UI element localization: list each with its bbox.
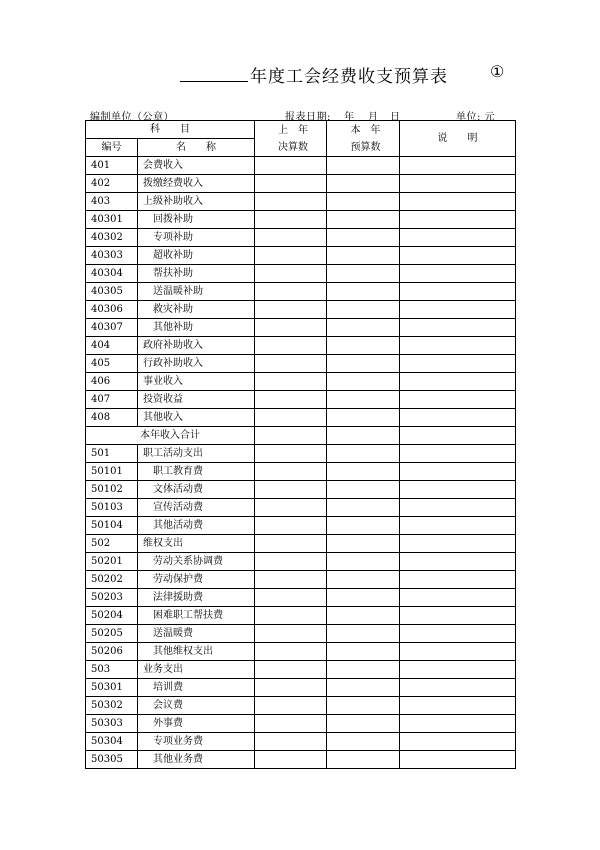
note-cell[interactable]	[400, 319, 516, 337]
row-code: 40307	[86, 319, 138, 337]
prev-year-cell[interactable]	[255, 553, 327, 571]
this-year-cell[interactable]	[327, 355, 400, 373]
this-year-cell[interactable]	[327, 607, 400, 625]
row-code: 50104	[86, 517, 138, 535]
row-name	[138, 247, 255, 265]
this-year-cell[interactable]	[327, 751, 400, 769]
note-cell[interactable]	[400, 193, 516, 211]
table-row	[86, 751, 516, 769]
this-year-line1: 本 年	[350, 124, 381, 136]
note-cell[interactable]	[400, 607, 516, 625]
prev-year-cell[interactable]	[255, 157, 327, 175]
prev-year-cell[interactable]	[255, 193, 327, 211]
this-year-cell[interactable]	[327, 517, 400, 535]
row-name	[138, 553, 255, 571]
note-cell[interactable]	[400, 751, 516, 769]
this-year-cell[interactable]	[327, 715, 400, 733]
row-code: 503	[86, 661, 138, 679]
note-cell[interactable]	[400, 589, 516, 607]
prev-year-header	[255, 121, 327, 157]
row-code: 502	[86, 535, 138, 553]
prev-year-cell[interactable]	[255, 247, 327, 265]
table-row	[86, 373, 516, 391]
row-name-text: 困难职工帮扶费	[153, 610, 223, 621]
date-month: 月	[368, 112, 379, 123]
row-name-text: 业务支出	[143, 664, 183, 675]
row-name-text: 帮扶补助	[153, 268, 193, 279]
title-row	[0, 62, 600, 86]
note-cell[interactable]	[400, 661, 516, 679]
row-name-text: 其他补助	[153, 322, 193, 333]
row-name-text: 其他活动费	[153, 520, 203, 531]
row-code: 406	[86, 373, 138, 391]
this-year-cell[interactable]	[327, 283, 400, 301]
total-this-year-cell[interactable]	[327, 427, 400, 445]
this-year-cell[interactable]	[327, 319, 400, 337]
table-row	[86, 661, 516, 679]
row-name-text: 文体活动费	[153, 484, 203, 495]
prev-year-cell[interactable]	[255, 175, 327, 193]
note-cell[interactable]	[400, 409, 516, 427]
table-row	[86, 193, 516, 211]
this-year-cell[interactable]	[327, 571, 400, 589]
date-year: 年	[344, 112, 355, 123]
prev-year-cell[interactable]	[255, 283, 327, 301]
row-code: 40301	[86, 211, 138, 229]
row-code: 50102	[86, 481, 138, 499]
row-name-text: 其他收入	[143, 412, 183, 423]
table-row	[86, 625, 516, 643]
this-year-cell[interactable]	[327, 301, 400, 319]
prev-year-cell[interactable]	[255, 517, 327, 535]
note-cell[interactable]	[400, 157, 516, 175]
row-name	[138, 409, 255, 427]
date-label: 报表日期:	[285, 112, 331, 123]
table-row	[86, 355, 516, 373]
row-name	[138, 193, 255, 211]
this-year-cell[interactable]	[327, 193, 400, 211]
row-name-text: 投资收益	[143, 394, 183, 405]
this-year-cell[interactable]	[327, 625, 400, 643]
this-year-cell[interactable]	[327, 445, 400, 463]
row-name	[138, 211, 255, 229]
table-row	[86, 301, 516, 319]
note-cell[interactable]	[400, 463, 516, 481]
row-name	[138, 697, 255, 715]
prev-year-cell[interactable]	[255, 733, 327, 751]
this-year-cell[interactable]	[327, 499, 400, 517]
prev-year-cell[interactable]	[255, 697, 327, 715]
row-code: 50205	[86, 625, 138, 643]
table-row	[86, 481, 516, 499]
this-year-cell[interactable]	[327, 589, 400, 607]
row-code: 408	[86, 409, 138, 427]
code-header: 编号	[86, 139, 138, 157]
row-name-text: 超收补助	[153, 250, 193, 261]
table-row	[86, 679, 516, 697]
row-code: 40306	[86, 301, 138, 319]
row-name	[138, 589, 255, 607]
row-name	[138, 535, 255, 553]
this-year-line2: 预算数	[350, 141, 381, 153]
total-prev-year-cell[interactable]	[255, 427, 327, 445]
this-year-cell[interactable]	[327, 409, 400, 427]
table-row	[86, 229, 516, 247]
note-cell[interactable]	[400, 571, 516, 589]
note-cell[interactable]	[400, 301, 516, 319]
prev-year-cell[interactable]	[255, 265, 327, 283]
row-name	[138, 301, 255, 319]
note-cell[interactable]	[400, 355, 516, 373]
row-name-text: 其他维权支出	[153, 646, 213, 657]
prev-year-cell[interactable]	[255, 445, 327, 463]
prev-year-cell[interactable]	[255, 337, 327, 355]
row-code: 40302	[86, 229, 138, 247]
note-cell[interactable]	[400, 625, 516, 643]
row-name-text: 会议费	[153, 700, 183, 711]
header-row-1	[86, 121, 516, 139]
table-row	[86, 535, 516, 553]
row-name	[138, 373, 255, 391]
row-name-text: 劳动保护费	[153, 574, 203, 585]
total-row	[86, 427, 516, 445]
note-cell[interactable]	[400, 643, 516, 661]
this-year-cell[interactable]	[327, 643, 400, 661]
date-day: 日	[390, 112, 401, 123]
row-name	[138, 481, 255, 499]
row-name	[138, 715, 255, 733]
note-cell[interactable]	[400, 283, 516, 301]
note-cell[interactable]	[400, 211, 516, 229]
note-cell[interactable]	[400, 175, 516, 193]
table-row	[86, 589, 516, 607]
row-code: 50303	[86, 715, 138, 733]
note-cell[interactable]	[400, 553, 516, 571]
note-cell[interactable]	[400, 247, 516, 265]
this-year-cell[interactable]	[327, 733, 400, 751]
this-year-header	[327, 121, 400, 157]
this-year-cell[interactable]	[327, 373, 400, 391]
row-name-text: 政府补助收入	[143, 340, 203, 351]
prev-year-cell[interactable]	[255, 661, 327, 679]
row-code: 50206	[86, 643, 138, 661]
row-name-text: 送温暖补助	[153, 286, 203, 297]
this-year-cell[interactable]	[327, 535, 400, 553]
row-name-text: 专项业务费	[153, 736, 203, 747]
row-name-text: 劳动关系协调费	[153, 556, 223, 567]
row-code: 40304	[86, 265, 138, 283]
row-name-text: 职工活动支出	[143, 448, 203, 459]
form-number: ①	[490, 62, 505, 81]
prev-year-cell[interactable]	[255, 319, 327, 337]
row-name	[138, 571, 255, 589]
prev-year-cell[interactable]	[255, 499, 327, 517]
table-row	[86, 157, 516, 175]
this-year-cell[interactable]	[327, 391, 400, 409]
table-row	[86, 211, 516, 229]
table-row	[86, 265, 516, 283]
prev-year-cell[interactable]	[255, 481, 327, 499]
this-year-cell[interactable]	[327, 211, 400, 229]
row-name-text: 拨缴经费收入	[143, 178, 203, 189]
row-name	[138, 625, 255, 643]
row-name-text: 宣传活动费	[153, 502, 203, 513]
table-row	[86, 283, 516, 301]
this-year-cell[interactable]	[327, 265, 400, 283]
total-label: 本年收入合计	[86, 427, 255, 445]
note-header: 说 明	[400, 121, 516, 157]
row-name	[138, 229, 255, 247]
row-code: 50305	[86, 751, 138, 769]
row-name	[138, 319, 255, 337]
note-cell[interactable]	[400, 733, 516, 751]
table-row	[86, 337, 516, 355]
prev-year-cell[interactable]	[255, 409, 327, 427]
row-name	[138, 337, 255, 355]
prev-year-cell[interactable]	[255, 211, 327, 229]
row-name	[138, 607, 255, 625]
row-code: 50101	[86, 463, 138, 481]
unit-label: 编制单位（公章）	[90, 112, 174, 123]
prev-year-cell[interactable]	[255, 607, 327, 625]
currency-label: 单位: 元	[456, 112, 496, 123]
prev-year-cell[interactable]	[255, 355, 327, 373]
row-code: 50103	[86, 499, 138, 517]
prev-year-cell[interactable]	[255, 589, 327, 607]
row-name	[138, 463, 255, 481]
row-code: 402	[86, 175, 138, 193]
table-row	[86, 391, 516, 409]
prev-year-cell[interactable]	[255, 373, 327, 391]
note-cell[interactable]	[400, 229, 516, 247]
this-year-cell[interactable]	[327, 337, 400, 355]
note-cell[interactable]	[400, 391, 516, 409]
note-cell[interactable]	[400, 265, 516, 283]
row-name	[138, 265, 255, 283]
table-row	[86, 571, 516, 589]
row-code: 501	[86, 445, 138, 463]
table-row	[86, 733, 516, 751]
this-year-cell[interactable]	[327, 229, 400, 247]
this-year-cell[interactable]	[327, 175, 400, 193]
name-header: 名 称	[138, 139, 255, 157]
prev-year-cell[interactable]	[255, 301, 327, 319]
row-name-text: 外事费	[153, 718, 183, 729]
prev-year-line1: 上 年	[278, 124, 308, 136]
note-cell[interactable]	[400, 679, 516, 697]
table-row	[86, 643, 516, 661]
row-code: 50202	[86, 571, 138, 589]
table-row	[86, 697, 516, 715]
title-year-blank	[180, 81, 248, 82]
row-name	[138, 679, 255, 697]
table-row	[86, 319, 516, 337]
row-name-text: 救灾补助	[153, 304, 193, 315]
row-name	[138, 175, 255, 193]
row-name-text: 专项补助	[153, 232, 193, 243]
row-code: 50304	[86, 733, 138, 751]
row-name	[138, 751, 255, 769]
row-name-text: 回拨补助	[153, 214, 193, 225]
note-cell[interactable]	[400, 715, 516, 733]
note-cell[interactable]	[400, 535, 516, 553]
row-code: 403	[86, 193, 138, 211]
total-note-cell[interactable]	[400, 427, 516, 445]
prev-year-cell[interactable]	[255, 643, 327, 661]
row-name	[138, 445, 255, 463]
row-code: 50201	[86, 553, 138, 571]
table-row	[86, 463, 516, 481]
prev-year-cell[interactable]	[255, 571, 327, 589]
row-code: 405	[86, 355, 138, 373]
note-cell[interactable]	[400, 337, 516, 355]
row-name-text: 培训费	[153, 682, 183, 693]
row-name	[138, 499, 255, 517]
table-row	[86, 517, 516, 535]
this-year-cell[interactable]	[327, 157, 400, 175]
subject-header: 科 目	[86, 121, 255, 139]
row-name-text: 职工教育费	[153, 466, 203, 477]
row-code: 40303	[86, 247, 138, 265]
table-row	[86, 409, 516, 427]
row-name	[138, 517, 255, 535]
note-cell[interactable]	[400, 373, 516, 391]
row-name-text: 会费收入	[143, 160, 183, 171]
table-row	[86, 247, 516, 265]
note-cell[interactable]	[400, 481, 516, 499]
row-code: 50301	[86, 679, 138, 697]
row-name	[138, 283, 255, 301]
row-name	[138, 355, 255, 373]
prev-year-cell[interactable]	[255, 715, 327, 733]
row-name-text: 上级补助收入	[143, 196, 203, 207]
row-name	[138, 157, 255, 175]
table-row	[86, 445, 516, 463]
prev-year-cell[interactable]	[255, 679, 327, 697]
table-row	[86, 553, 516, 571]
prev-year-cell[interactable]	[255, 751, 327, 769]
prev-year-cell[interactable]	[255, 391, 327, 409]
note-cell[interactable]	[400, 517, 516, 535]
page-title: 年度工会经费收支预算表	[250, 67, 448, 87]
row-code: 50302	[86, 697, 138, 715]
table-row	[86, 175, 516, 193]
this-year-cell[interactable]	[327, 661, 400, 679]
row-name	[138, 643, 255, 661]
row-name	[138, 733, 255, 751]
row-code: 50203	[86, 589, 138, 607]
row-name-text: 其他业务费	[153, 754, 203, 765]
note-cell[interactable]	[400, 697, 516, 715]
row-name-text: 维权支出	[143, 538, 183, 549]
row-code: 40305	[86, 283, 138, 301]
row-name-text: 法律援助费	[153, 592, 203, 603]
note-cell[interactable]	[400, 499, 516, 517]
prev-year-cell[interactable]	[255, 229, 327, 247]
budget-table	[85, 120, 516, 769]
prev-year-cell[interactable]	[255, 625, 327, 643]
this-year-cell[interactable]	[327, 463, 400, 481]
row-code: 401	[86, 157, 138, 175]
this-year-cell[interactable]	[327, 247, 400, 265]
row-name-text: 行政补助收入	[143, 358, 203, 369]
row-code: 50204	[86, 607, 138, 625]
row-name-text: 事业收入	[143, 376, 183, 387]
prev-year-line2: 决算数	[278, 141, 308, 153]
this-year-cell[interactable]	[327, 679, 400, 697]
row-code: 407	[86, 391, 138, 409]
table-row	[86, 607, 516, 625]
row-name	[138, 661, 255, 679]
prev-year-cell[interactable]	[255, 535, 327, 553]
row-code: 404	[86, 337, 138, 355]
row-name-text: 送温暖费	[153, 628, 193, 639]
prev-year-cell[interactable]	[255, 463, 327, 481]
this-year-cell[interactable]	[327, 481, 400, 499]
this-year-cell[interactable]	[327, 697, 400, 715]
table-row	[86, 715, 516, 733]
row-name	[138, 391, 255, 409]
this-year-cell[interactable]	[327, 553, 400, 571]
table-row	[86, 499, 516, 517]
note-cell[interactable]	[400, 445, 516, 463]
